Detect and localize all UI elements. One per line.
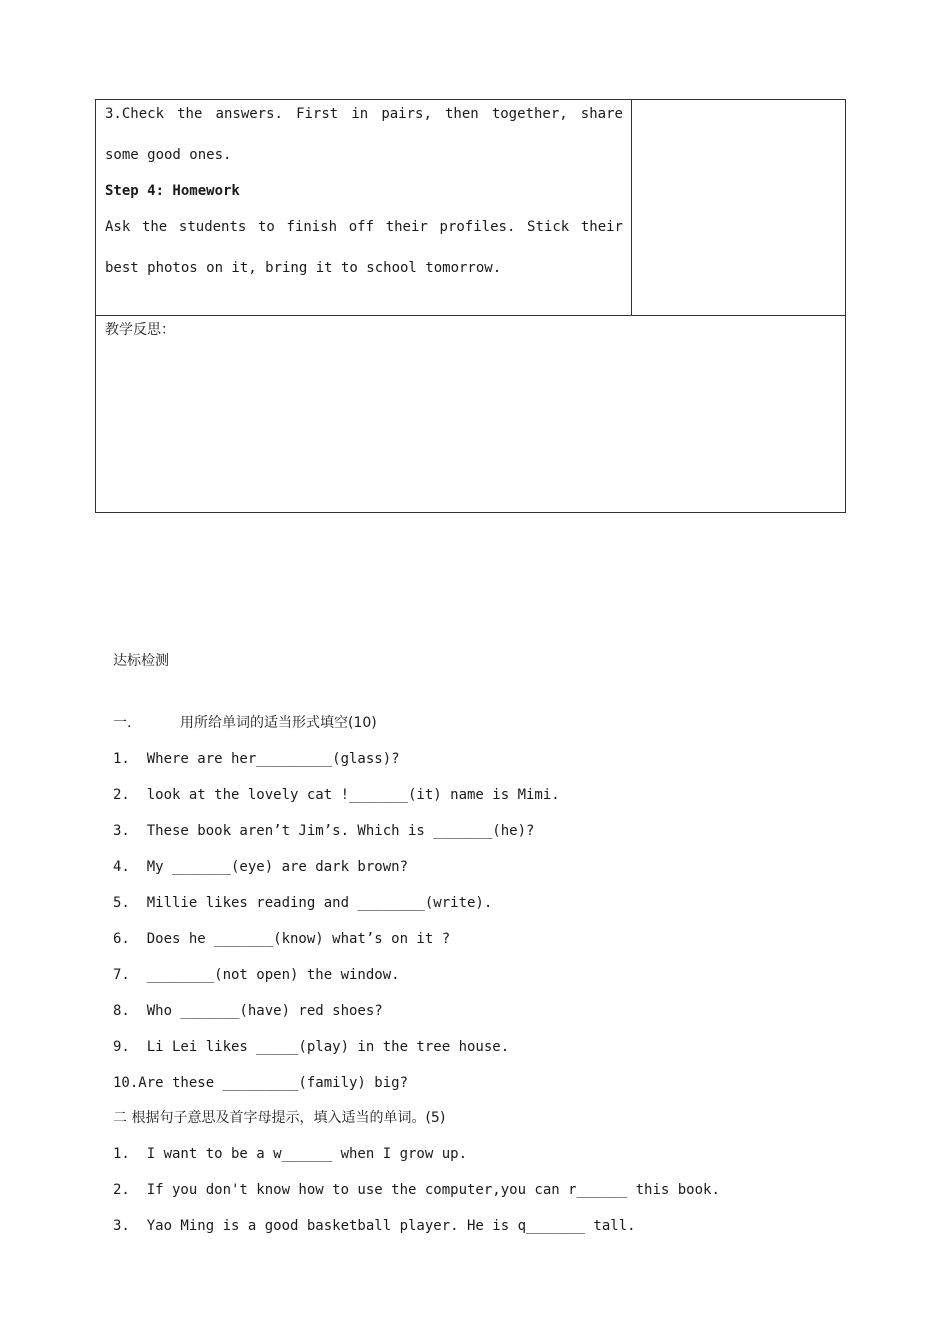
exercise-item: 2. If you don't know how to use the computer,you can r______ this book. bbox=[113, 1182, 720, 1198]
step3-word: in bbox=[351, 106, 369, 122]
homework-word: finish bbox=[286, 219, 338, 235]
lesson-plan-table bbox=[95, 99, 846, 513]
exercise-item: 4. My _______(eye) are dark brown? bbox=[113, 859, 409, 875]
homework-word: Stick bbox=[527, 219, 570, 235]
reflection-label: 教学反思： bbox=[105, 322, 175, 338]
part1-number: 一. bbox=[113, 715, 132, 731]
step3-word: pairs, bbox=[381, 106, 432, 122]
homework-word: students bbox=[178, 219, 247, 235]
exercise-item: 5. Millie likes reading and ________(write). bbox=[113, 895, 493, 911]
exercise-item: 3. Yao Ming is a good basketball player. He is q_______ tall. bbox=[113, 1218, 636, 1234]
step3-word: 3.Check bbox=[105, 106, 165, 122]
homework-word: their bbox=[580, 219, 623, 235]
table-row-reflection bbox=[96, 316, 845, 513]
procedure-cell bbox=[96, 100, 632, 315]
step3-word: the bbox=[177, 106, 203, 122]
homework-word: off bbox=[348, 219, 375, 235]
exercise-item: 1. I want to be a w______ when I grow up. bbox=[113, 1146, 468, 1162]
step3-word: then bbox=[445, 106, 479, 122]
exercise-item: 7. ________(not open) the window. bbox=[113, 967, 400, 983]
exercise-item: 2. look at the lovely cat !_______(it) name is Mimi. bbox=[113, 787, 560, 803]
section-title: 达标检测 bbox=[113, 653, 169, 669]
homework-line-1 bbox=[105, 218, 623, 236]
step3-word: together, bbox=[491, 106, 568, 122]
step3-word: First bbox=[296, 106, 339, 122]
exercise-item: 6. Does he _______(know) what’s on it ? bbox=[113, 931, 451, 947]
step3-line-2: some good ones. bbox=[105, 147, 232, 163]
homework-line-2: best photos on it, bring it to school tomorrow. bbox=[105, 260, 502, 276]
homework-word: the bbox=[141, 219, 168, 235]
homework-word: Ask bbox=[105, 219, 131, 235]
homework-word: to bbox=[258, 219, 275, 235]
notes-cell bbox=[632, 100, 845, 315]
table-row-procedure bbox=[96, 100, 845, 316]
exercise-item: 3. These book aren’t Jim’s. Which is _______(he)? bbox=[113, 823, 535, 839]
exercise-item: 1. Where are her_________(glass)? bbox=[113, 751, 400, 767]
step3-word: share bbox=[580, 106, 623, 122]
part2-title: 二 根据句子意思及首字母提示，填入适当的单词。(5) bbox=[113, 1110, 446, 1126]
exercise-item: 9. Li Lei likes _____(play) in the tree house. bbox=[113, 1039, 510, 1055]
exercise-item: 8. Who _______(have) red shoes? bbox=[113, 1003, 383, 1019]
part1-title: 用所给单词的适当形式填空(10) bbox=[180, 715, 377, 731]
step3-line-1 bbox=[105, 105, 623, 123]
exercise-item: 10.Are these _________(family) big? bbox=[113, 1075, 409, 1091]
step4-heading: Step 4: Homework bbox=[105, 183, 240, 199]
homework-word: profiles. bbox=[439, 219, 516, 235]
homework-word: their bbox=[385, 219, 428, 235]
step3-word: answers. bbox=[215, 106, 283, 122]
